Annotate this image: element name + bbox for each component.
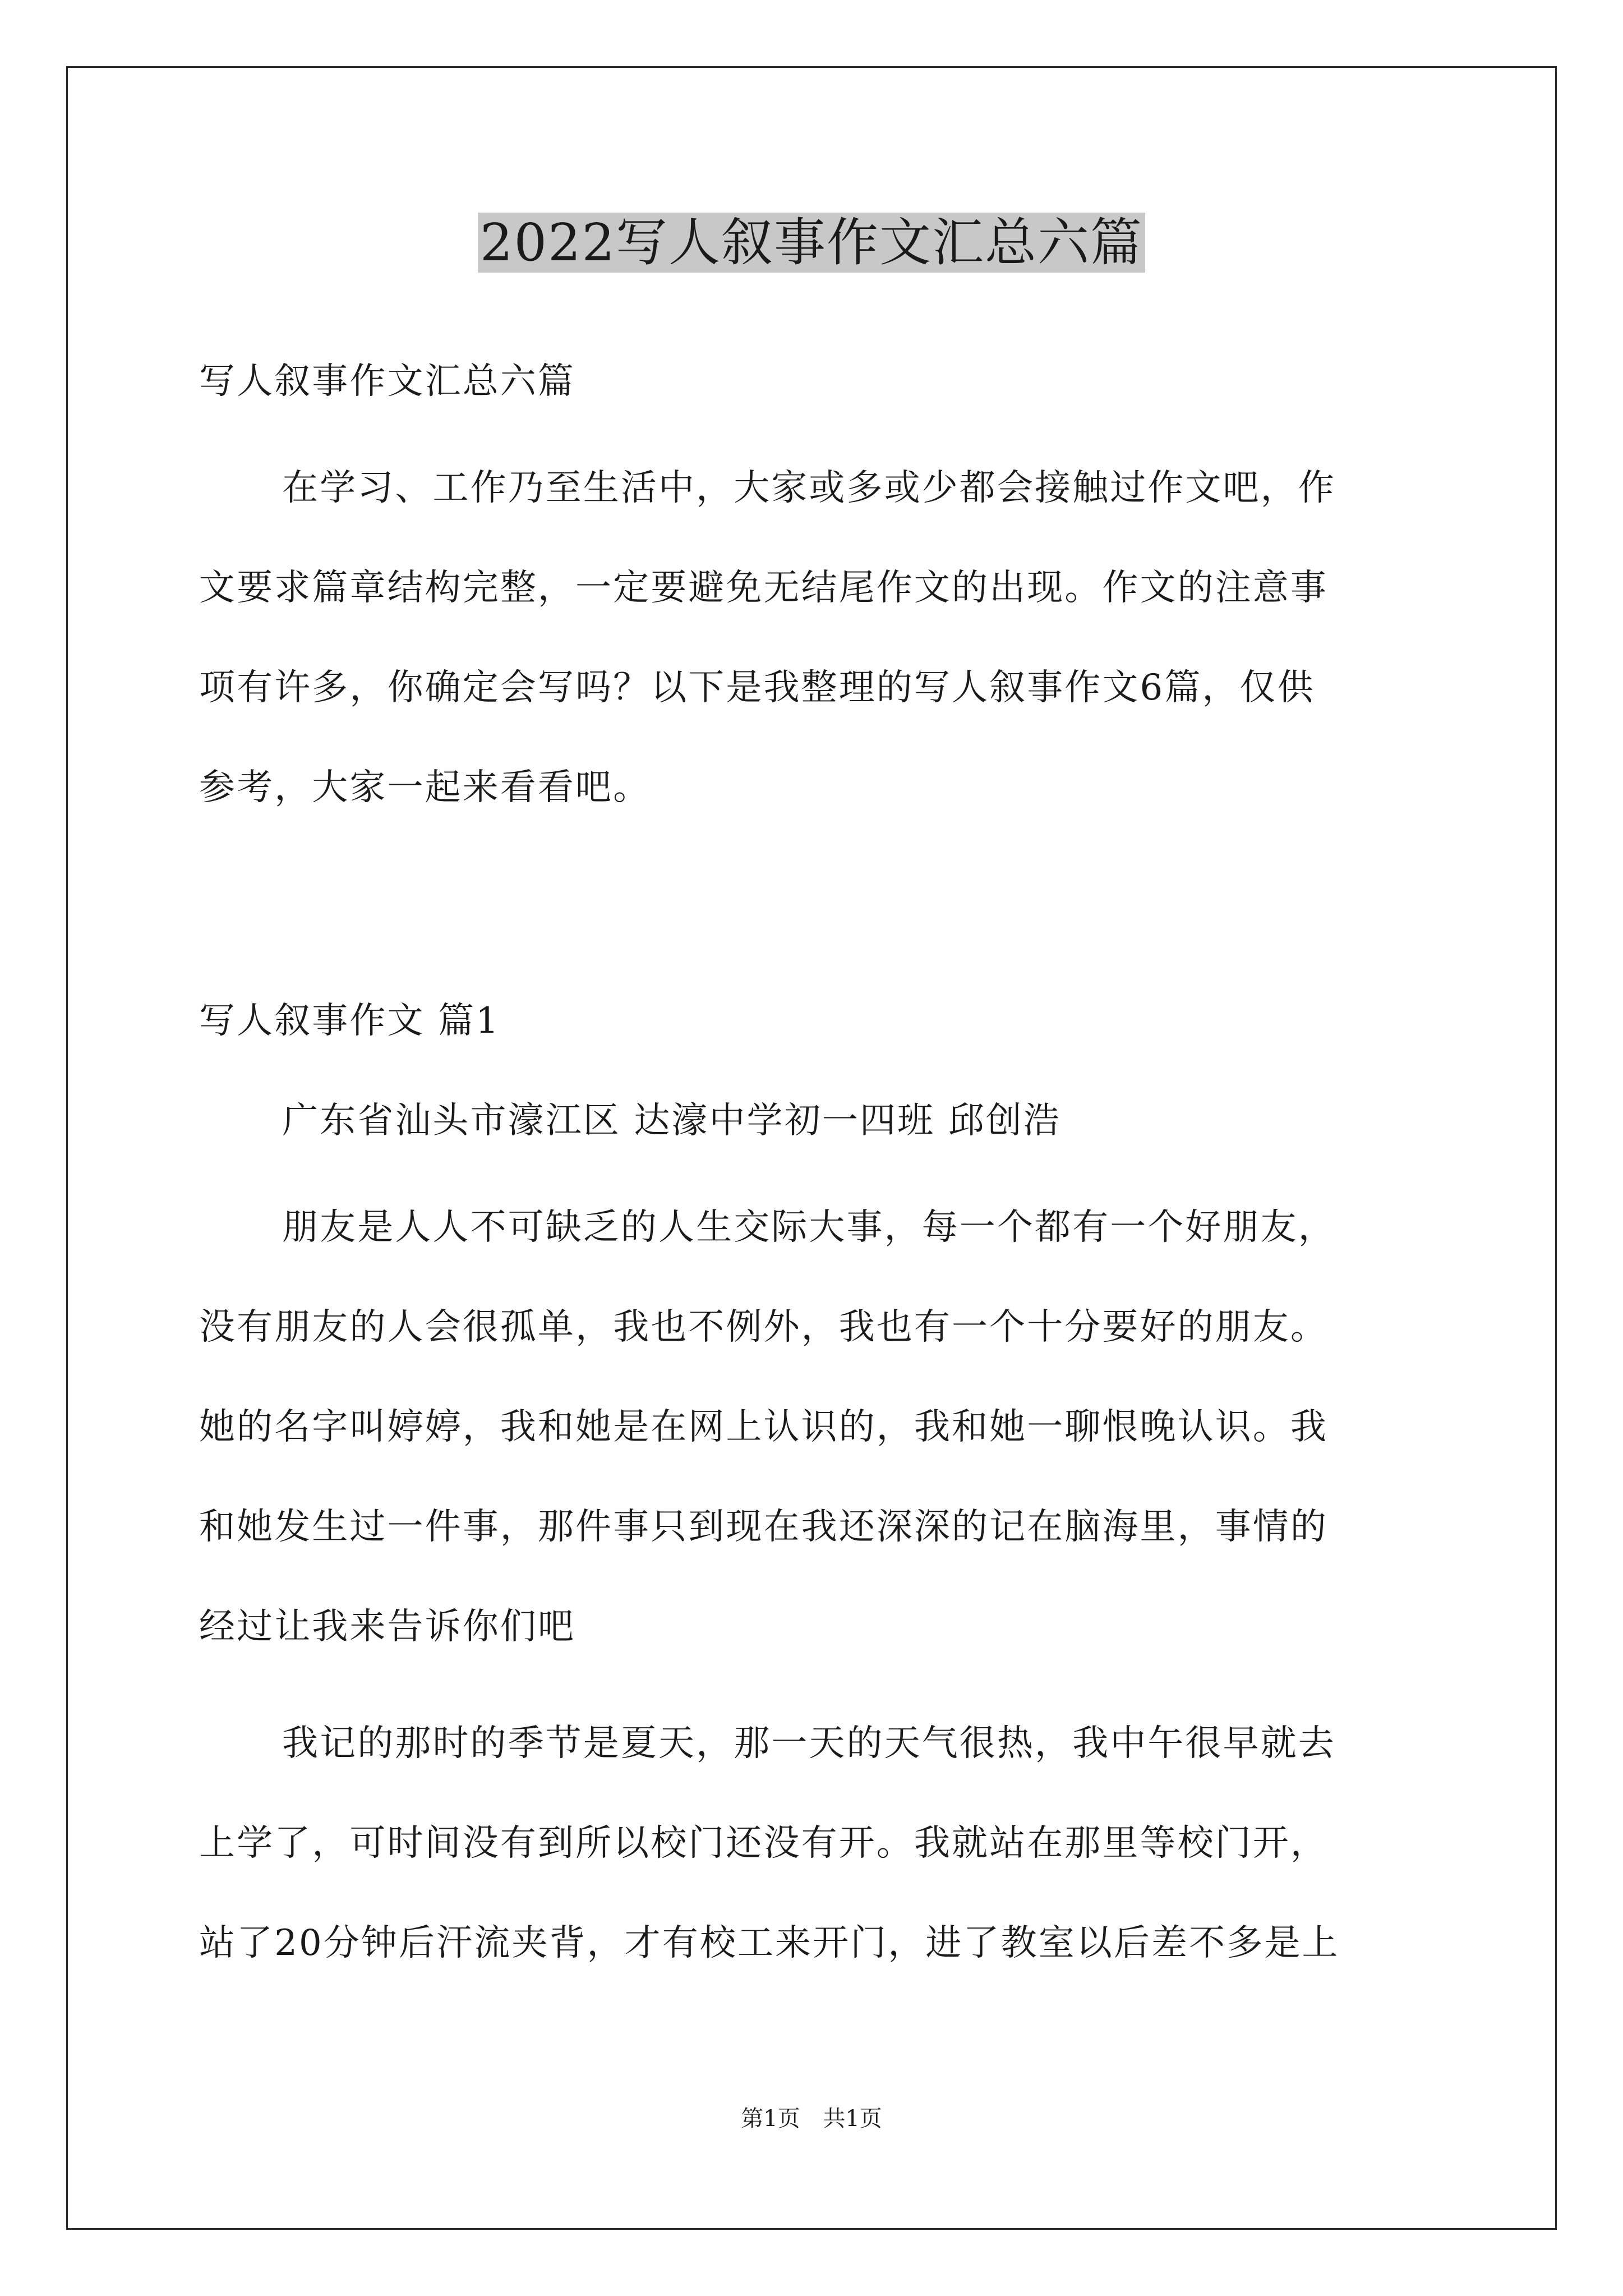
author-line: 广东省汕头市濠江区 达濠中学初一四班 邱创浩: [282, 1100, 1061, 1142]
intro-line: 参考，大家一起来看看吧。: [199, 767, 651, 808]
page-footer: [0, 2101, 1623, 2133]
subtitle: 写人叙事作文汇总六篇: [199, 361, 575, 402]
paragraph-line: 朋友是人人不可缺乏的人生交际大事，每一个都有一个好朋友，: [282, 1207, 1336, 1248]
paragraph-line: 上学了，可时间没有到所以校门还没有开。我就站在那里等校门开，: [199, 1823, 1328, 1864]
document-title: [0, 206, 1623, 279]
section-heading: 写人叙事作文 篇1: [199, 1000, 500, 1042]
page-number: 第1页: [741, 2106, 800, 2132]
paragraph-line: 没有朋友的人会很孤单，我也不例外，我也有一个十分要好的朋友。: [199, 1306, 1328, 1348]
title-text: 2022写人叙事作文汇总六篇: [478, 213, 1145, 273]
paragraph-line: 我记的那时的季节是夏天，那一天的天气很热，我中午很早就去: [282, 1723, 1336, 1764]
paragraph-line: 和她发生过一件事，那件事只到现在我还深深的记在脑海里，事情的: [199, 1506, 1328, 1548]
intro-line: 在学习、工作乃至生活中，大家或多或少都会接触过作文吧，作: [282, 467, 1336, 509]
paragraph-line: 她的名字叫婷婷，我和她是在网上认识的，我和她一聊恨晚认识。我: [199, 1406, 1328, 1448]
page-total: 共1页: [823, 2106, 882, 2132]
intro-line: 文要求篇章结构完整，一定要避免无结尾作文的出现。作文的注意事: [199, 567, 1328, 609]
paragraph-line: 经过让我来告诉你们吧: [199, 1606, 575, 1648]
paragraph-line: 站了20分钟后汗流夹背，才有校工来开门，进了教室以后差不多是上: [199, 1922, 1340, 1964]
intro-line: 项有许多，你确定会写吗？以下是我整理的写人叙事作文6篇，仅供: [199, 667, 1315, 708]
